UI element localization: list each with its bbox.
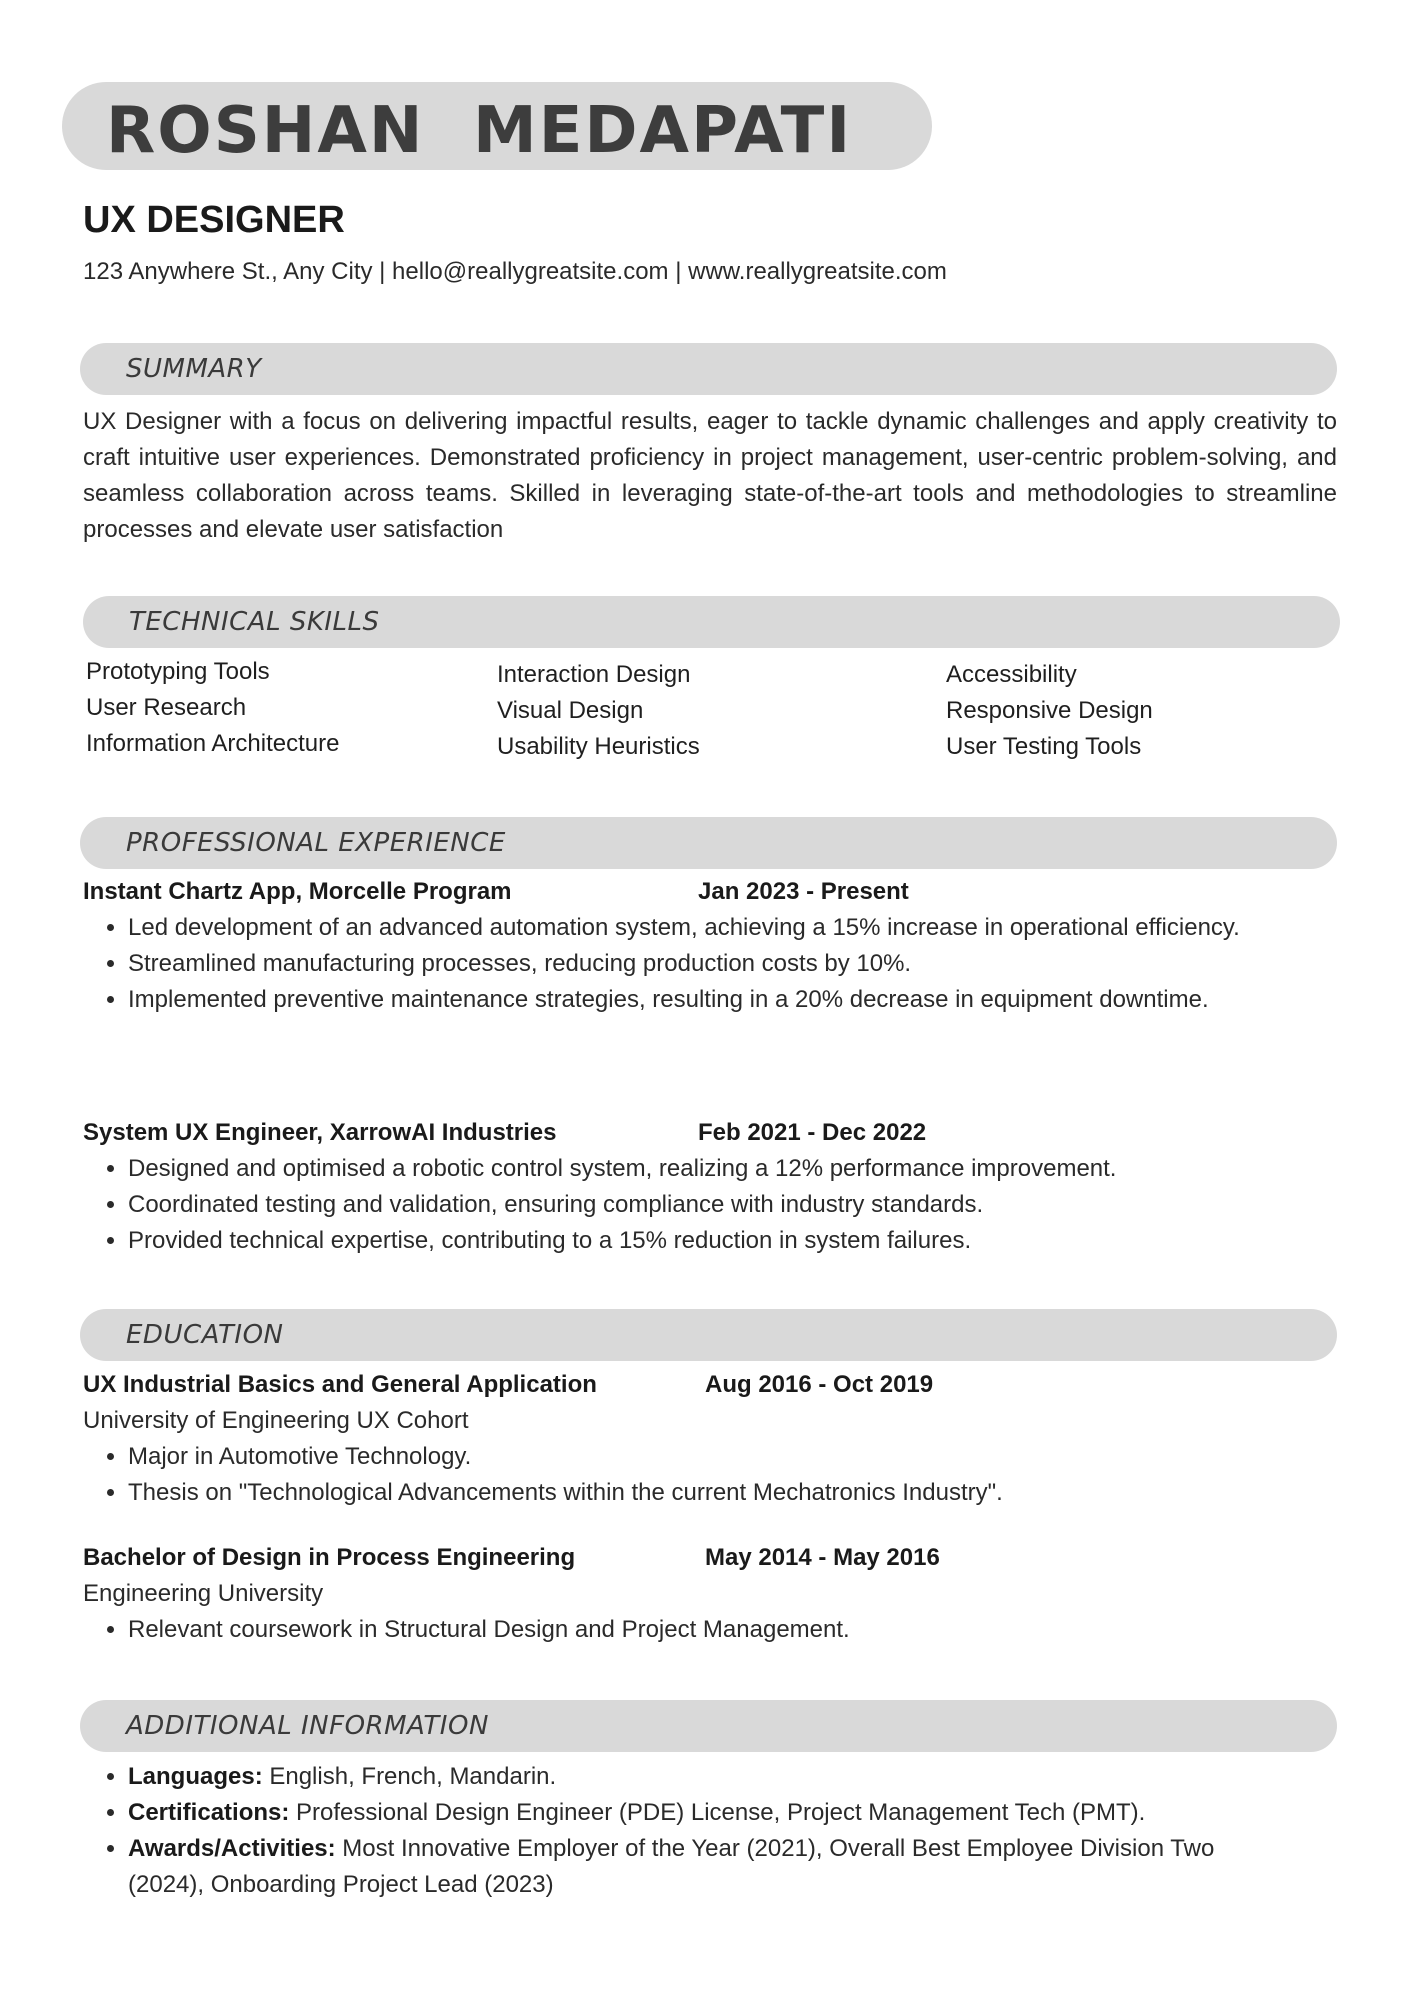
list-item: • Streamlined manufacturing processes, reducing production costs by 10%.	[128, 946, 1288, 982]
summary-heading: SUMMARY	[126, 354, 262, 384]
list-item: • Major in Automotive Technology.	[128, 1439, 1288, 1475]
job-date: Jan 2023 - Present	[698, 878, 909, 905]
item-label: Awards/Activities:	[128, 1835, 336, 1862]
item-label: Certifications:	[128, 1799, 290, 1826]
job-title: UX DESIGNER	[83, 199, 345, 241]
summary-text: UX Designer with a focus on delivering impactful results, eager to tackle dynamic challenges and apply creativity to craft intuitive user experiences. Demonstrated proficiency in project management, user-centric problem-solving, and seamless collaboration across teams. Skilled in leveraging state-of-the-art tools and methodologies to streamline processes and elevate user satisfaction	[83, 408, 1337, 543]
education-bullets	[83, 1439, 1288, 1511]
list-item: • Thesis on "Technological Advancements within the current Mechatronics Industry".	[128, 1475, 1288, 1511]
item-text: Most Innovative Employer of the Year (2021), Overall Best Employee Division Two (2024), Onboarding Project Lead (2023)	[128, 1835, 1215, 1898]
education-school: University of Engineering UX Cohort	[83, 1407, 469, 1434]
list-item: • Designed and optimised a robotic control system, realizing a 12% performance improvement.	[128, 1151, 1288, 1187]
education-date: Aug 2016 - Oct 2019	[705, 1371, 934, 1398]
skill-item: Information Architecture	[86, 730, 340, 757]
candidate-name: ROSHAN MEDAPATI	[106, 94, 853, 168]
summary-header-bar	[80, 343, 1337, 395]
skill-item: Visual Design	[497, 697, 644, 724]
skill-item: Prototyping Tools	[86, 658, 270, 685]
job-title-entry: Instant Chartz App, Morcelle Program	[83, 878, 512, 905]
education-date: May 2014 - May 2016	[705, 1544, 940, 1571]
list-item: • Implemented preventive maintenance strategies, resulting in a 20% decrease in equipment downtime.	[128, 982, 1288, 1018]
additional-heading: ADDITIONAL INFORMATION	[126, 1711, 489, 1741]
job-date: Feb 2021 - Dec 2022	[698, 1119, 927, 1146]
education-heading: EDUCATION	[126, 1320, 284, 1350]
education-school: Engineering University	[83, 1580, 324, 1607]
list-item	[128, 1759, 1288, 1795]
list-item: • Led development of an advanced automation system, achieving a 15% increase in operational efficiency.	[128, 910, 1288, 946]
skill-item: Interaction Design	[497, 661, 691, 688]
job-bullets	[83, 1151, 1288, 1259]
education-bullets	[83, 1612, 1288, 1648]
job-bullets	[83, 910, 1288, 1018]
skills-heading: TECHNICAL SKILLS	[129, 607, 380, 637]
item-label: Languages:	[128, 1763, 263, 1790]
experience-header-bar	[80, 817, 1337, 869]
item-text: Professional Design Engineer (PDE) License, Project Management Tech (PMT).	[289, 1799, 1146, 1826]
list-item: • Coordinated testing and validation, ensuring compliance with industry standards.	[128, 1187, 1288, 1223]
skill-item: Responsive Design	[946, 697, 1153, 724]
list-item	[128, 1795, 1288, 1831]
job-title-entry: System UX Engineer, XarrowAI Industries	[83, 1119, 557, 1146]
skill-item: User Testing Tools	[946, 733, 1142, 760]
education-title: UX Industrial Basics and General Application	[83, 1371, 597, 1398]
experience-heading: PROFESSIONAL EXPERIENCE	[126, 828, 506, 858]
list-item: • Provided technical expertise, contributing to a 15% reduction in system failures.	[128, 1223, 1288, 1259]
education-header-bar	[80, 1309, 1337, 1361]
list-item: • Relevant coursework in Structural Design and Project Management.	[128, 1612, 1288, 1648]
skill-item: User Research	[86, 694, 247, 721]
list-item	[128, 1831, 1288, 1903]
skill-item: Accessibility	[946, 661, 1077, 688]
additional-header-bar	[80, 1700, 1337, 1752]
skills-header-bar	[83, 596, 1340, 648]
skill-item: Usability Heuristics	[497, 733, 700, 760]
additional-bullets	[83, 1759, 1288, 1903]
education-title: Bachelor of Design in Process Engineering	[83, 1544, 576, 1571]
item-text: English, French, Mandarin.	[262, 1763, 557, 1790]
contact-line: 123 Anywhere St., Any City | hello@reallygreatsite.com | www.reallygreatsite.com	[83, 258, 947, 285]
